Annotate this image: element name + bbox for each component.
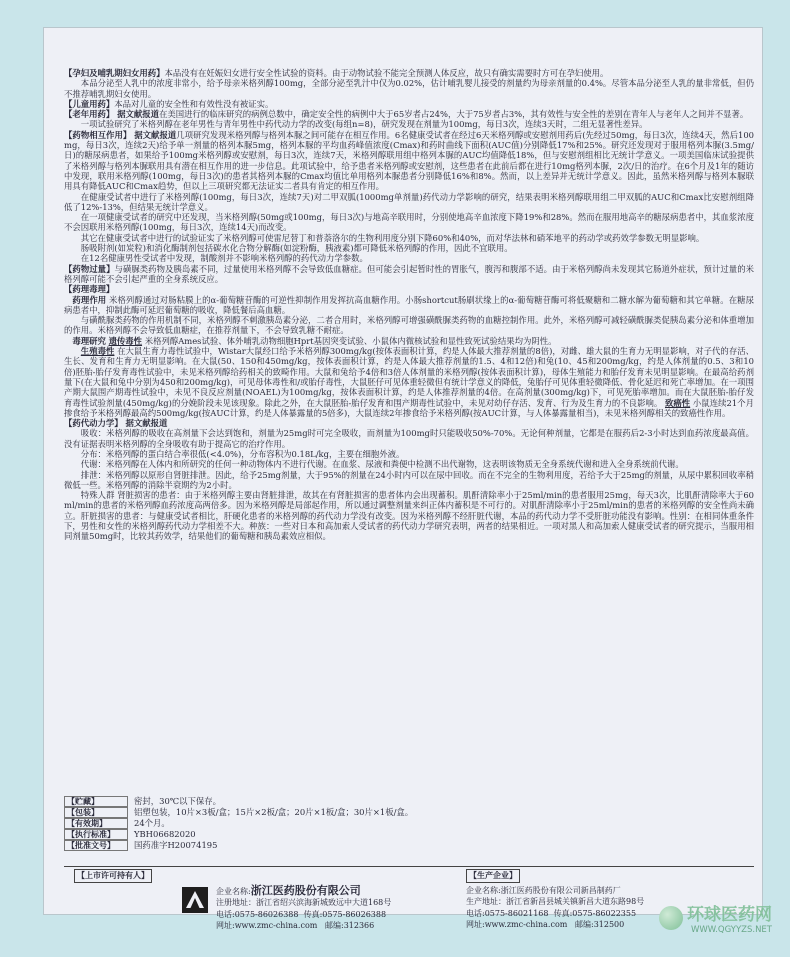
pk-absorption: 吸收：米格列醇的吸收在高剂量下会达到饱和，剂量为25mg时可完全吸收，而剂量为100mg时只能吸收50%-70%。无论何种剂量，它都是在服药后2-3小时达到血药浓度最高值。没有证据表明米格列醇的全身吸收有助于提高它的治疗作用。 xyxy=(64,428,754,449)
holder-web: 网址:www.zmc-china.com 邮编:312366 xyxy=(216,921,375,930)
pregnancy-heading: 【孕妇及哺乳期妇女用药】 xyxy=(64,68,165,78)
interaction-text: 几项研究发现米格列醇与格列本脲之间可能存在相互作用。6名健康受试者在经过6天米格列醇或安慰剂用药后(先经过50mg，每日3次，连续4天，然后100mg，每日3次，连续2天)给予单一剂量的格列本脲5mg，格列本脲的平均血药峰值浓度(Cmax)和药时曲线下面积(AUC值)分别降低17%和25%。研究还发现对于服用格列本脲(3.5mg/日)的糖尿病患者，如果给予100mg米格列醇或安慰剂，每日3次，连续7天，米格列醇联用组中格列本脲的AUC均值降低18%，但与安慰剂组相比无统计学意义。一项美国临床试验提供了米格列醇与格列本脲联用具有潜在相互作用的进一步信息。此项试验中，给予患者米格列醇或安慰剂，这些患者在此前后都在进行10mg格列本脲，2次/日的治疗。在6个月及1年的随访中发现，联用米格列醇(100mg，每日3次)的患者其格列本脲的Cmax均值比单用格列本脲患者分别降低16%和8%。然而，以上差异并无统计学意义。因此，虽然米格列醇与格列本脲联用具有降低AUC和Cmax趋势，但以上三项研究都无法证实二者具有肯定的相互作用。 xyxy=(64,129,754,192)
genotoxicity-label: 遗传毒性 xyxy=(108,335,143,346)
interaction-text-5: 肠吸附剂(如炭粒)和消化酶制剂包括碳水化合物分解酶(如淀粉酶，胰液素)都可降低米格列醇的作用，因此不宜联用。 xyxy=(80,243,513,254)
interaction-heading: 【药物相互作用】 据文献报道 xyxy=(64,129,177,140)
holder-details xyxy=(216,885,404,932)
elderly-heading: 【老年用药】 据文献报道 xyxy=(64,109,160,120)
pk-heading: 【药代动力学】 据文献报道 xyxy=(64,418,168,429)
toxicology-subheading: 毒理研究 xyxy=(72,335,106,346)
interaction-text-6: 在12名健康男性受试者中发现，制酸剂并不影响米格列醇的药代动力学参数。 xyxy=(80,253,368,264)
pharmacology-subheading: 药理作用 xyxy=(72,294,107,305)
insert-body xyxy=(64,68,754,542)
interaction-text-4: 其它在健康受试者中进行的试验证实了米格列醇可使雷尼替丁和普萘洛尔的生物利用度分别下降60%和40%，而对华法林和硝苯地平的药动学或药效学参数无明显影响。 xyxy=(80,232,705,243)
field-standard: 【执行标准】 YBH06682020 xyxy=(64,829,754,840)
maker-tag: 【生产企业】 xyxy=(466,869,520,883)
toxicology-heading: 【药理毒理】 xyxy=(64,284,115,295)
holder-company-name: 浙江医药股份有限公司 xyxy=(250,883,361,897)
pk-excretion: 排泄：米格列醇以原形自肾脏排泄。因此，给予25mg剂量，大于95%的剂量在24小时内可以在尿中回收。而在不完全的生物利用度，若给予大于25mg的剂量，从尿中累积回收率稍微低一些。米格列醇的消除半衰期约为2小时。 xyxy=(64,469,754,490)
reprotox-label: 生殖毒性 xyxy=(80,346,115,357)
genotoxicity-text: 米格列醇Ames试验、体外哺乳动物细胞Hprt基因突变试验、小鼠体内微核试验和显性致死试验结果均为阴性。 xyxy=(144,335,557,346)
carcinogenicity-text: 小鼠连续21个月掺食给予米格列醇最高约500mg/kg(按AUC计算，约是人体暴露量的5倍多)，大鼠连续2年掺食给予米格列醇(按AUC计算，与人体暴露量相当)，未见米格列醇相关的致癌性作用。 xyxy=(64,397,754,418)
company-logo-icon xyxy=(182,887,208,913)
holder-address: 注册地址：浙江省绍兴滨海新城致远中大道168号 xyxy=(216,898,392,907)
pharmacology-text: 米格列醇通过对肠粘膜上的α-葡萄糖苷酶的可逆性抑制作用发挥抗高血糖作用。小肠shortcut肠刷状缘上的α-葡萄糖苷酶可将低聚糖和二糖水解为葡萄糖和其它单糖。在糖尿病患者中，抑制此酶可延迟葡萄糖的吸收，降低餐后高血糖。 xyxy=(64,294,754,315)
overdose-heading: 【药物过量】 xyxy=(64,263,115,274)
reprotox-text: 在大鼠生育力毒性试验中，Wistar大鼠经口给予米格列醇300mg/kg(按体表面积计算，约是人体最大推荐剂量的8倍)，对雌、雄大鼠的生育力无明显影响，对子代的存活、生长、发育和生育力无明显影响。在大鼠(50、150和450mg/kg，按体表面积计算，约是人体最大推荐剂量的1.5、4和12倍)和兔(10、45和200mg/kg，约是人体剂量的0.5、3和10倍)胚胎-胎仔发育毒性试验中，未见米格列醇给药相关的致畸作用。大鼠和兔给予4倍和3倍人体剂量的米格列醇(按体表面积计算)，母体生殖能力和胎仔发育未见明显影响。在最高给药剂量下(在大鼠和兔中分别为450和200mg/kg)，可见母体毒性和/或胎仔毒性，大鼠胚仔可见体重轻微但有统计学意义的降低，兔胎仔可见体重轻微降低、骨化延迟和死亡率增加。在一项围产期大鼠围产期毒性试验中，未见不良反应剂量(NOAEL)为100mg/kg，按体表面积计算，约是人体推荐剂量的4倍。在高剂量(300mg/kg)下，可见死胎率增加。而在大鼠胚胎-胎仔发育毒性试验剂量(450mg/kg)的分娩阶段未见该现象。除此之外，在大鼠胚胎-胎仔发育和围产期毒性试验中，未见对幼仔存活、发育、行为及生育力的不良影响。 xyxy=(64,346,755,408)
pk-distribution: 分布：米格列醇的蛋白结合率很低(<4.0%)，分布容积为0.18L/kg，主要在细胞外液。 xyxy=(80,448,405,459)
holder-phones: 电话:0575-86026388 传真:0575-86026388 xyxy=(216,909,387,919)
elderly-text: 在美国进行的临床研究的病例总数中，确定安全性的病例中大于65岁者占24%，大于75岁者占3%，其有效性与安全性的差别在青年人与老年人之间并不显著。 xyxy=(159,109,749,120)
holder-tag: 【上市许可持有人】 xyxy=(74,869,152,883)
interaction-text-2: 在健康受试者中进行了米格列醇(100mg，每日3次，连续7天)对二甲双胍(1000mg单剂量)药代动力学影响的研究，结果表明米格列醇联用组二甲双胍的AUC和Cmax比安慰剂组降低了12%-13%，但结果无统计学意义。 xyxy=(64,191,754,212)
site-watermark xyxy=(659,900,772,935)
child-heading: 【儿童用药】 xyxy=(64,98,115,109)
maker-company: 企业名称:浙江医药股份有限公司新昌制药厂 xyxy=(466,885,621,895)
interaction-text-3: 在一项健康受试者的研究中还发现，当米格列醇(50mg或100mg，每日3次)与地高辛联用时，分别使地高辛血浓度下降19%和28%。然而在服用地高辛的糖尿病患者中，其血浆浓度不会因联用米格列醇(100mg，每日3次，连续14天)而改变。 xyxy=(64,212,754,233)
field-shelf-life: 【有效期】 24个月。 xyxy=(64,818,754,829)
holder-company-line: 企业名称:浙江医药股份有限公司 xyxy=(216,883,361,897)
maker-web: 网址:www.zmc-china.com 邮编:312500 xyxy=(466,920,625,929)
field-package: 【包装】 铝塑包装，10片×3板/盒；15片×2板/盒；20片×1板/盒；30片×1板/盒。 xyxy=(64,807,754,818)
pk-metabolism: 代谢：米格列醇在人体内和所研究的任何一种动物体内不进行代谢。在血浆、尿液和粪便中检测不出代谢物，这表明该物质无全身系统代谢和进入全身系统前代谢。 xyxy=(80,459,684,470)
watermark-name: 环球医药网 xyxy=(687,905,772,925)
child-text: 本品对儿童的安全性和有效性没有被证实。 xyxy=(114,98,274,109)
elderly-text-2: 一项试验研究了米格列醇在老年男性与青年男性中药代动力学的改变(每组n=8)，研究发现在剂量为100mg，每日3次，连续3天时，二组无显著性差异。 xyxy=(80,119,648,130)
product-fields xyxy=(64,796,754,851)
globe-icon xyxy=(659,906,683,930)
pk-special-populations: 特殊人群 肾脏损害的患者：由于米格列醇主要由肾脏排泄，故其在有肾脏损害的患者体内会出现蓄积。肌酐清除率小于25ml/min的患者服用25mg，每天3次，比肌酐清除率大于60ml/min的患者的米格列醇血药浓度高两倍多。因为米格列醇是局部起作用，所以通过调整剂量来纠正体内蓄积是不可行的。对肌酐清除率小于25ml/min的患者的米格列醇的安全性尚未确立。肝脏损害的患者：与健康受试者相比，肝硬化患者的米格列醇的药代动力学没有改变。因为米格列醇不经肝脏代谢，本品的药代动力学不受肝脏功能没有影响。性别：在相同体重条件下，男性和女性的米格列醇药代动力学相差不大。种族：一些对日本和高加索人受试者的药代动力学研究表明，两者的结果相近。一项对黑人和高加索人健康受试者的研究提示，当服用相同剂量50mg时，比较其药效学，结果他们的葡萄糖和胰岛素效应相似。 xyxy=(64,490,754,542)
pharmacology-text-2: 与磺酰脲类药物的作用机制不同，米格列醇不刺激胰岛素分泌，二者合用时，米格列醇可增强磺酰脲类药物的血糖控制作用。此外，米格列醇可减轻磺酰脲类促胰岛素分泌和体重增加的作用。米格列醇不会导致低血糖症，在推荐剂量下，不会导致乳糖不耐症。 xyxy=(64,315,754,336)
lactation-text: 本品分泌至人乳中的浓度非常小，给予母亲米格列醇100mg，全部分泌至乳汁中仅为0.02%，估计哺乳婴儿接受的剂量约为母亲剂量的0.4%。尽管本品分泌至人乳的量非常低，但仍不推荐哺乳期妇女使用。 xyxy=(64,78,754,99)
carcinogenicity-label: 致癌性 xyxy=(664,397,691,408)
overdose-text: 与磺脲类药物及胰岛素不同，过量使用米格列醇不会导致低血糖症。但可能会引起暂时性的胃胀气，腹泻和腹部不适。由于米格列醇尚未发现其它肠道外症状，预计过量的米格列醇可能不会引起严重的全身系统反应。 xyxy=(64,263,755,284)
pregnancy-text: 本品没有在妊娠妇女进行安全性试验的资料。由于动物试验不能完全预测人体反应，故只有确实需要时方可在孕妇使用。 xyxy=(164,68,609,78)
manufacturer-footer xyxy=(64,866,754,930)
holder-block xyxy=(74,869,404,932)
field-storage: 【贮藏】 密封，30℃以下保存。 xyxy=(64,796,754,807)
watermark-url: WWW.QGYYZS.NET xyxy=(690,925,772,935)
field-approval-number: 【批准文号】 国药准字H20074195 xyxy=(64,840,754,851)
maker-phones: 电话:0575-86021168 传真:0575-86022355 xyxy=(466,908,637,918)
maker-address: 生产地址：浙江省新昌县城关镇新昌大道东路98号 xyxy=(466,897,645,906)
